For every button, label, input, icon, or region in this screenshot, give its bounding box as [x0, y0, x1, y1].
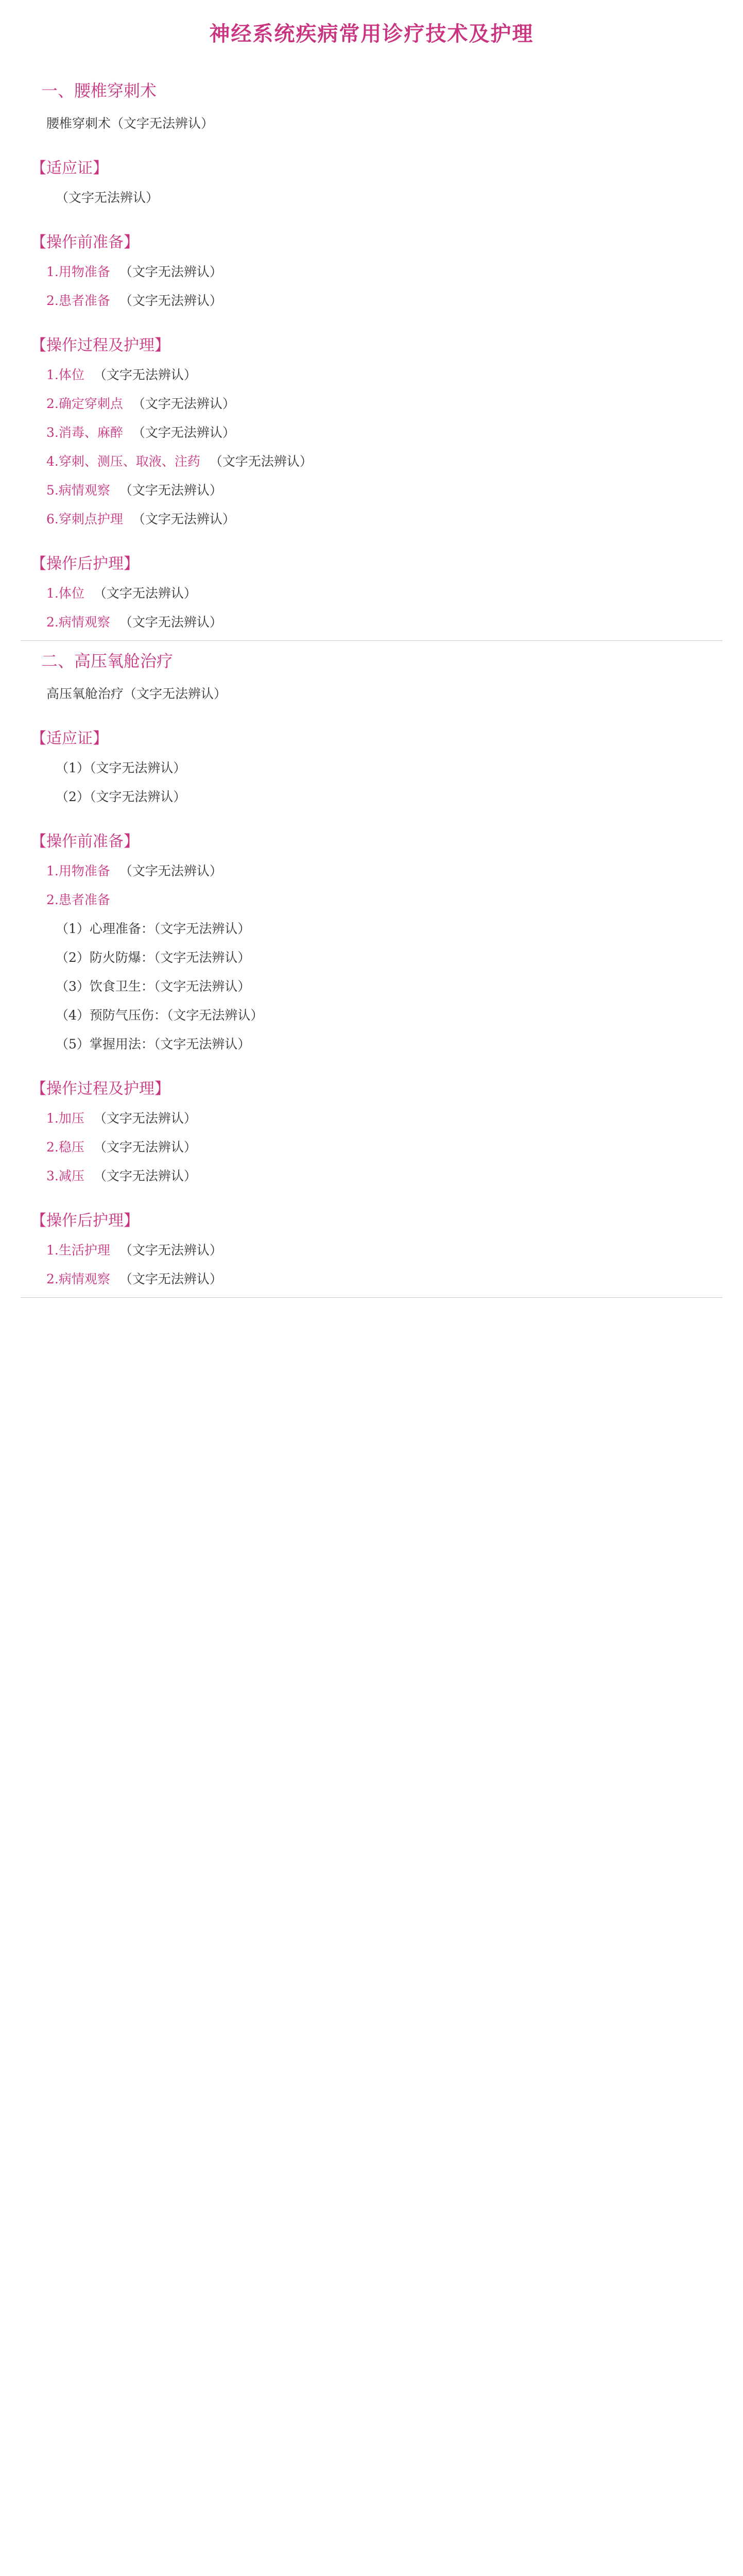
- paragraph-lead-label: 1.体位: [46, 586, 84, 601]
- paragraph-lead-label: 1.体位: [46, 367, 84, 382]
- body-paragraph: [21, 449, 722, 474]
- body-paragraph: [21, 1106, 722, 1131]
- paragraph-text: （5）掌握用法：（文字无法辨认）: [56, 1037, 251, 1052]
- body-paragraph: [21, 506, 722, 532]
- paragraph-lead-label: 2.病情观察: [46, 1272, 110, 1286]
- body-paragraph: [21, 916, 722, 942]
- paragraph-text: （2）防火防爆：（文字无法辨认）: [56, 950, 251, 965]
- subsection-heading: 【操作过程及护理】: [31, 336, 170, 354]
- subsection-heading: 【操作过程及护理】: [31, 1080, 170, 1098]
- body-paragraph: [21, 858, 722, 884]
- body-paragraph: [21, 1163, 722, 1189]
- paragraph-text: （文字无法辨认）: [119, 863, 222, 878]
- body-paragraph: [21, 420, 722, 446]
- section-intro-paragraph: 腰椎穿刺术（文字无法辨认）: [46, 116, 214, 131]
- paragraph-text: （文字无法辨认）: [93, 1111, 197, 1126]
- subsection-heading: 【适应证】: [31, 159, 108, 177]
- body-paragraph: [21, 478, 722, 503]
- paragraph-text: （文字无法辨认）: [93, 367, 197, 382]
- paragraph-text: （文字无法辨认）: [209, 454, 313, 469]
- body-paragraph: [21, 362, 722, 388]
- paragraph-text: （文字无法辨认）: [119, 293, 222, 308]
- paragraph-text: （2）（文字无法辨认）: [56, 789, 186, 804]
- section-title: 一、腰椎穿刺术: [41, 81, 157, 100]
- paragraph-lead-label: 2.患者准备: [46, 892, 110, 907]
- paragraph-text: （文字无法辨认）: [119, 1243, 222, 1258]
- paragraph-text: （文字无法辨认）: [132, 396, 235, 411]
- paragraph-lead-label: 2.病情观察: [46, 615, 110, 630]
- paragraph-lead-label: 3.消毒、麻醉: [46, 425, 123, 440]
- section-intro-paragraph: 高压氧舱治疗（文字无法辨认）: [46, 686, 227, 701]
- body-paragraph: [21, 1266, 722, 1292]
- paragraph-text: （文字无法辨认）: [132, 512, 235, 527]
- paragraph-text: （文字无法辨认）: [119, 615, 222, 630]
- body-paragraph: [21, 1003, 722, 1028]
- body-paragraph: [21, 288, 722, 314]
- section-1: [21, 78, 722, 641]
- subsection-heading: 【操作前准备】: [31, 833, 139, 851]
- paragraph-text: （3）饮食卫生：（文字无法辨认）: [56, 979, 251, 994]
- paragraph-lead-label: 1.加压: [46, 1111, 84, 1126]
- subsection-heading: 【适应证】: [31, 730, 108, 748]
- subsection-heading: 【操作后护理】: [31, 555, 139, 573]
- paragraph-text: （文字无法辨认）: [119, 264, 222, 279]
- document-body: [21, 78, 722, 1298]
- subsection-heading: 【操作前准备】: [31, 233, 139, 251]
- paragraph-lead-label: 4.穿刺、测压、取液、注药: [46, 454, 200, 469]
- body-paragraph: [21, 259, 722, 285]
- document-title: 神经系统疾病常用诊疗技术及护理: [209, 22, 534, 46]
- paragraph-lead-label: 2.确定穿刺点: [46, 396, 123, 411]
- body-paragraph: [21, 1134, 722, 1160]
- section-title: 二、高压氧舱治疗: [41, 651, 174, 671]
- paragraph-text: （文字无法辨认）: [93, 586, 197, 601]
- section-divider: [21, 640, 722, 641]
- section-2: [21, 648, 722, 1298]
- paragraph-text: （文字无法辨认）: [132, 425, 235, 440]
- section-divider: [21, 1297, 722, 1298]
- paragraph-lead-label: 3.减压: [46, 1168, 84, 1183]
- body-paragraph: [21, 974, 722, 999]
- body-paragraph: [21, 755, 722, 781]
- paragraph-lead-label: 1.生活护理: [46, 1243, 110, 1258]
- paragraph-lead-label: 2.稳压: [46, 1140, 84, 1155]
- paragraph-lead-label: 1.用物准备: [46, 863, 110, 878]
- body-paragraph: [21, 784, 722, 810]
- paragraph-lead-label: 6.穿刺点护理: [46, 512, 123, 527]
- paragraph-lead-label: 2.患者准备: [46, 293, 110, 308]
- body-paragraph: [21, 581, 722, 606]
- body-paragraph: [21, 609, 722, 635]
- paragraph-lead-label: 1.用物准备: [46, 264, 110, 279]
- paragraph-lead-label: 5.病情观察: [46, 483, 110, 498]
- body-paragraph: [21, 887, 722, 913]
- paragraph-text: （4）预防气压伤：（文字无法辨认）: [56, 1008, 264, 1023]
- body-paragraph: [21, 945, 722, 971]
- body-paragraph: [21, 391, 722, 417]
- paragraph-text: （文字无法辨认）: [56, 190, 159, 205]
- paragraph-text: （文字无法辨认）: [119, 483, 222, 498]
- paragraph-text: （文字无法辨认）: [93, 1140, 197, 1155]
- body-paragraph: [21, 1031, 722, 1057]
- paragraph-text: （文字无法辨认）: [119, 1272, 222, 1286]
- body-paragraph: [21, 185, 722, 211]
- subsection-heading: 【操作后护理】: [31, 1212, 139, 1230]
- paragraph-text: （文字无法辨认）: [93, 1168, 197, 1183]
- paragraph-text: （1）心理准备：（文字无法辨认）: [56, 921, 251, 936]
- body-paragraph: [21, 1238, 722, 1263]
- paragraph-text: （1）（文字无法辨认）: [56, 760, 186, 775]
